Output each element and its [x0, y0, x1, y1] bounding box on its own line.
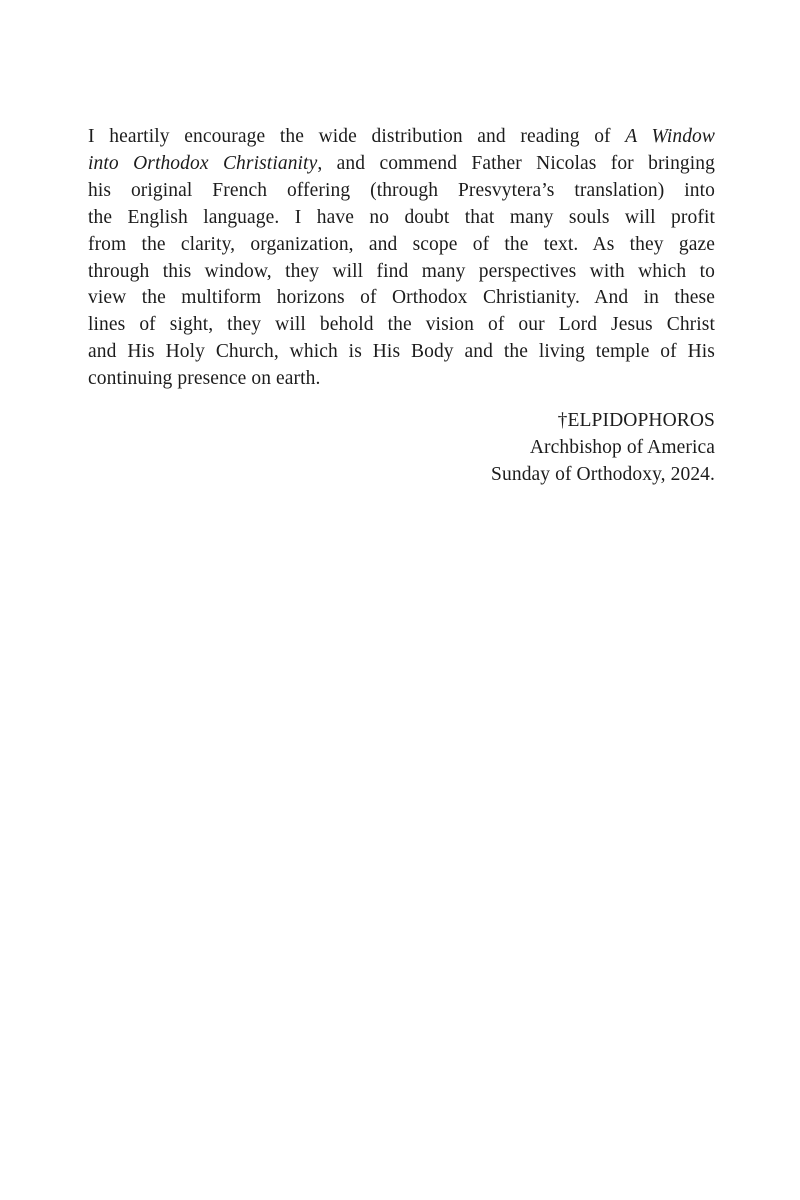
text-line	[88, 366, 715, 393]
text-line	[88, 205, 715, 232]
text-segment: continuing presence on earth.	[88, 368, 321, 390]
signature-date: Sunday of Orthodoxy, 2024.	[491, 464, 715, 486]
text-line	[88, 124, 715, 151]
text-line	[88, 151, 715, 178]
text-segment: lines of sight, they will behold the vision of our Lord Jesus Christ	[88, 314, 715, 336]
text-segment: from the clarity, organization, and scope of the text. As they gaze	[88, 233, 715, 255]
signature-title: Archbishop of America	[529, 437, 715, 459]
text-segment: view the multiform horizons of Orthodox Christianity. And in these	[88, 287, 715, 309]
italic-book-title: A Window	[625, 126, 715, 147]
signature-name: †ELPIDOPHOROS	[557, 410, 715, 432]
page-text-block	[88, 124, 715, 488]
text-line	[88, 259, 715, 286]
text-line	[88, 339, 715, 366]
endorsement-paragraph	[88, 124, 715, 393]
text-line	[88, 178, 715, 205]
text-line	[88, 285, 715, 312]
text-segment: , and commend Father Nicolas for bringing	[317, 152, 715, 174]
text-segment: I heartily encourage the wide distribution and reading of	[88, 126, 626, 147]
text-line	[88, 312, 715, 339]
text-line	[88, 232, 715, 259]
text-segment: his original French offering (through Presvytera’s translation) into	[88, 179, 715, 201]
italic-book-title: into Orthodox Christianity	[88, 152, 318, 174]
text-segment: through this window, they will find many perspectives with which to	[88, 260, 715, 282]
signature-block	[88, 407, 715, 488]
text-segment: the English language. I have no doubt that many souls will profit	[88, 206, 715, 228]
text-segment: and His Holy Church, which is His Body and the living temple of His	[88, 341, 715, 363]
